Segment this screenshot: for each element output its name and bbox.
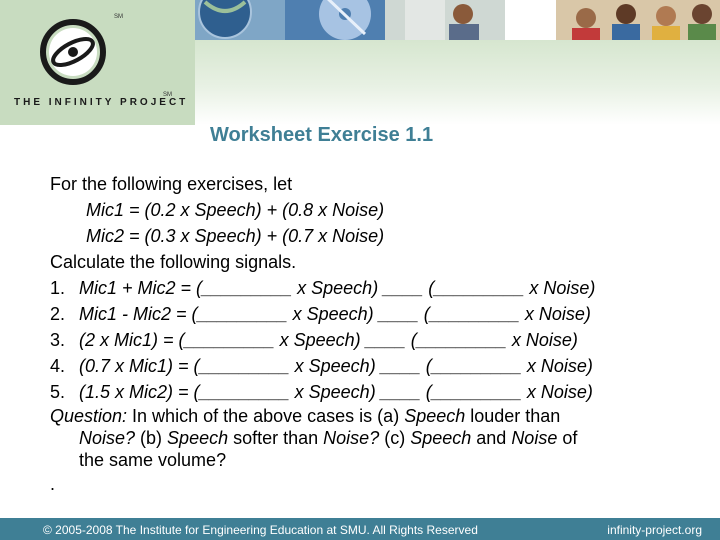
item-expression: Mic1 + Mic2 = ( <box>79 278 203 298</box>
instructions: Calculate the following signals. <box>50 252 297 272</box>
item-expression: (0.7 x Mic1) = ( <box>79 356 200 376</box>
item-number: 1. <box>50 278 66 298</box>
noise-term: Noise? <box>323 428 380 448</box>
question-line <box>50 405 690 427</box>
noise-term: Noise? <box>79 428 136 448</box>
exercise-item <box>50 327 690 353</box>
intro-text: For the following exercises, let <box>50 174 293 194</box>
trailing-dot: . <box>50 474 56 494</box>
page-title: Worksheet Exercise 1.1 <box>210 124 434 146</box>
question-text: (c) <box>379 428 411 448</box>
question-line <box>50 449 690 471</box>
blank: _________ <box>199 356 290 376</box>
mic1-formula: Mic1 = (0.2 x Speech) + (0.8 x Noise) <box>86 200 385 220</box>
logo-text: THE INFINITY PROJECT <box>14 97 189 108</box>
cd-disc-photo <box>285 0 385 40</box>
question-text: of <box>557 428 578 448</box>
item-end: x Noise) <box>524 278 596 298</box>
item-number: 3. <box>50 330 66 350</box>
item-end: x Noise) <box>519 304 591 324</box>
blank: _________ <box>416 330 507 350</box>
noise-term: Noise <box>511 428 558 448</box>
item-number: 5. <box>50 382 66 402</box>
blank: _________ <box>199 382 290 402</box>
students-photo <box>556 0 720 40</box>
question-line <box>50 427 690 449</box>
exercise-item <box>50 353 690 379</box>
question-label: Question: <box>50 406 128 426</box>
globe-photo <box>195 0 285 40</box>
item-end: x Noise) <box>521 382 593 402</box>
item-middle: x Speech) ____ ( <box>289 356 432 376</box>
blank: _________ <box>431 382 522 402</box>
item-end: x Noise) <box>506 330 578 350</box>
question-text: the same volume? <box>79 450 227 470</box>
student-photo <box>385 0 505 40</box>
exercise-item <box>50 379 690 405</box>
speech-term: Speech <box>167 428 229 448</box>
mic2-definition <box>50 223 690 249</box>
blank: _________ <box>431 356 522 376</box>
item-middle: x Speech) ____ ( <box>289 382 432 402</box>
question-text: (b) <box>135 428 168 448</box>
blank: _________ <box>202 278 293 298</box>
blank: _________ <box>184 330 275 350</box>
exercise-item <box>50 301 690 327</box>
blank: _________ <box>434 278 525 298</box>
item-middle: x Speech) ____ ( <box>274 330 417 350</box>
exercise-item <box>50 275 690 301</box>
question-text: softer than <box>228 428 324 448</box>
item-number: 2. <box>50 304 66 324</box>
blank: _________ <box>429 304 520 324</box>
mic2-formula: Mic2 = (0.3 x Speech) + (0.7 x Noise) <box>86 226 385 246</box>
service-mark: SM <box>163 92 172 98</box>
mic1-definition <box>50 197 690 223</box>
service-mark: SM <box>114 14 123 20</box>
question-text: and <box>471 428 512 448</box>
header-gradient <box>195 40 720 125</box>
item-expression: (2 x Mic1) = ( <box>79 330 185 350</box>
item-number: 4. <box>50 356 66 376</box>
speech-term: Speech <box>410 428 472 448</box>
speech-term: Speech <box>404 406 466 426</box>
question-text: In which of the above cases is (a) <box>127 406 405 426</box>
site-link[interactable]: infinity-project.org <box>607 523 702 537</box>
header <box>0 0 720 125</box>
item-middle: x Speech) ____ ( <box>292 278 435 298</box>
copyright-text: © 2005-2008 The Institute for Engineering Education at SMU. All Rights Reserved <box>43 523 478 537</box>
worksheet-body <box>50 171 690 497</box>
item-end: x Noise) <box>521 356 593 376</box>
question-text: louder than <box>465 406 561 426</box>
blank: _________ <box>197 304 288 324</box>
item-middle: x Speech) ____ ( <box>287 304 430 324</box>
item-expression: Mic1 - Mic2 = ( <box>79 304 198 324</box>
item-expression: (1.5 x Mic2) = ( <box>79 382 200 402</box>
